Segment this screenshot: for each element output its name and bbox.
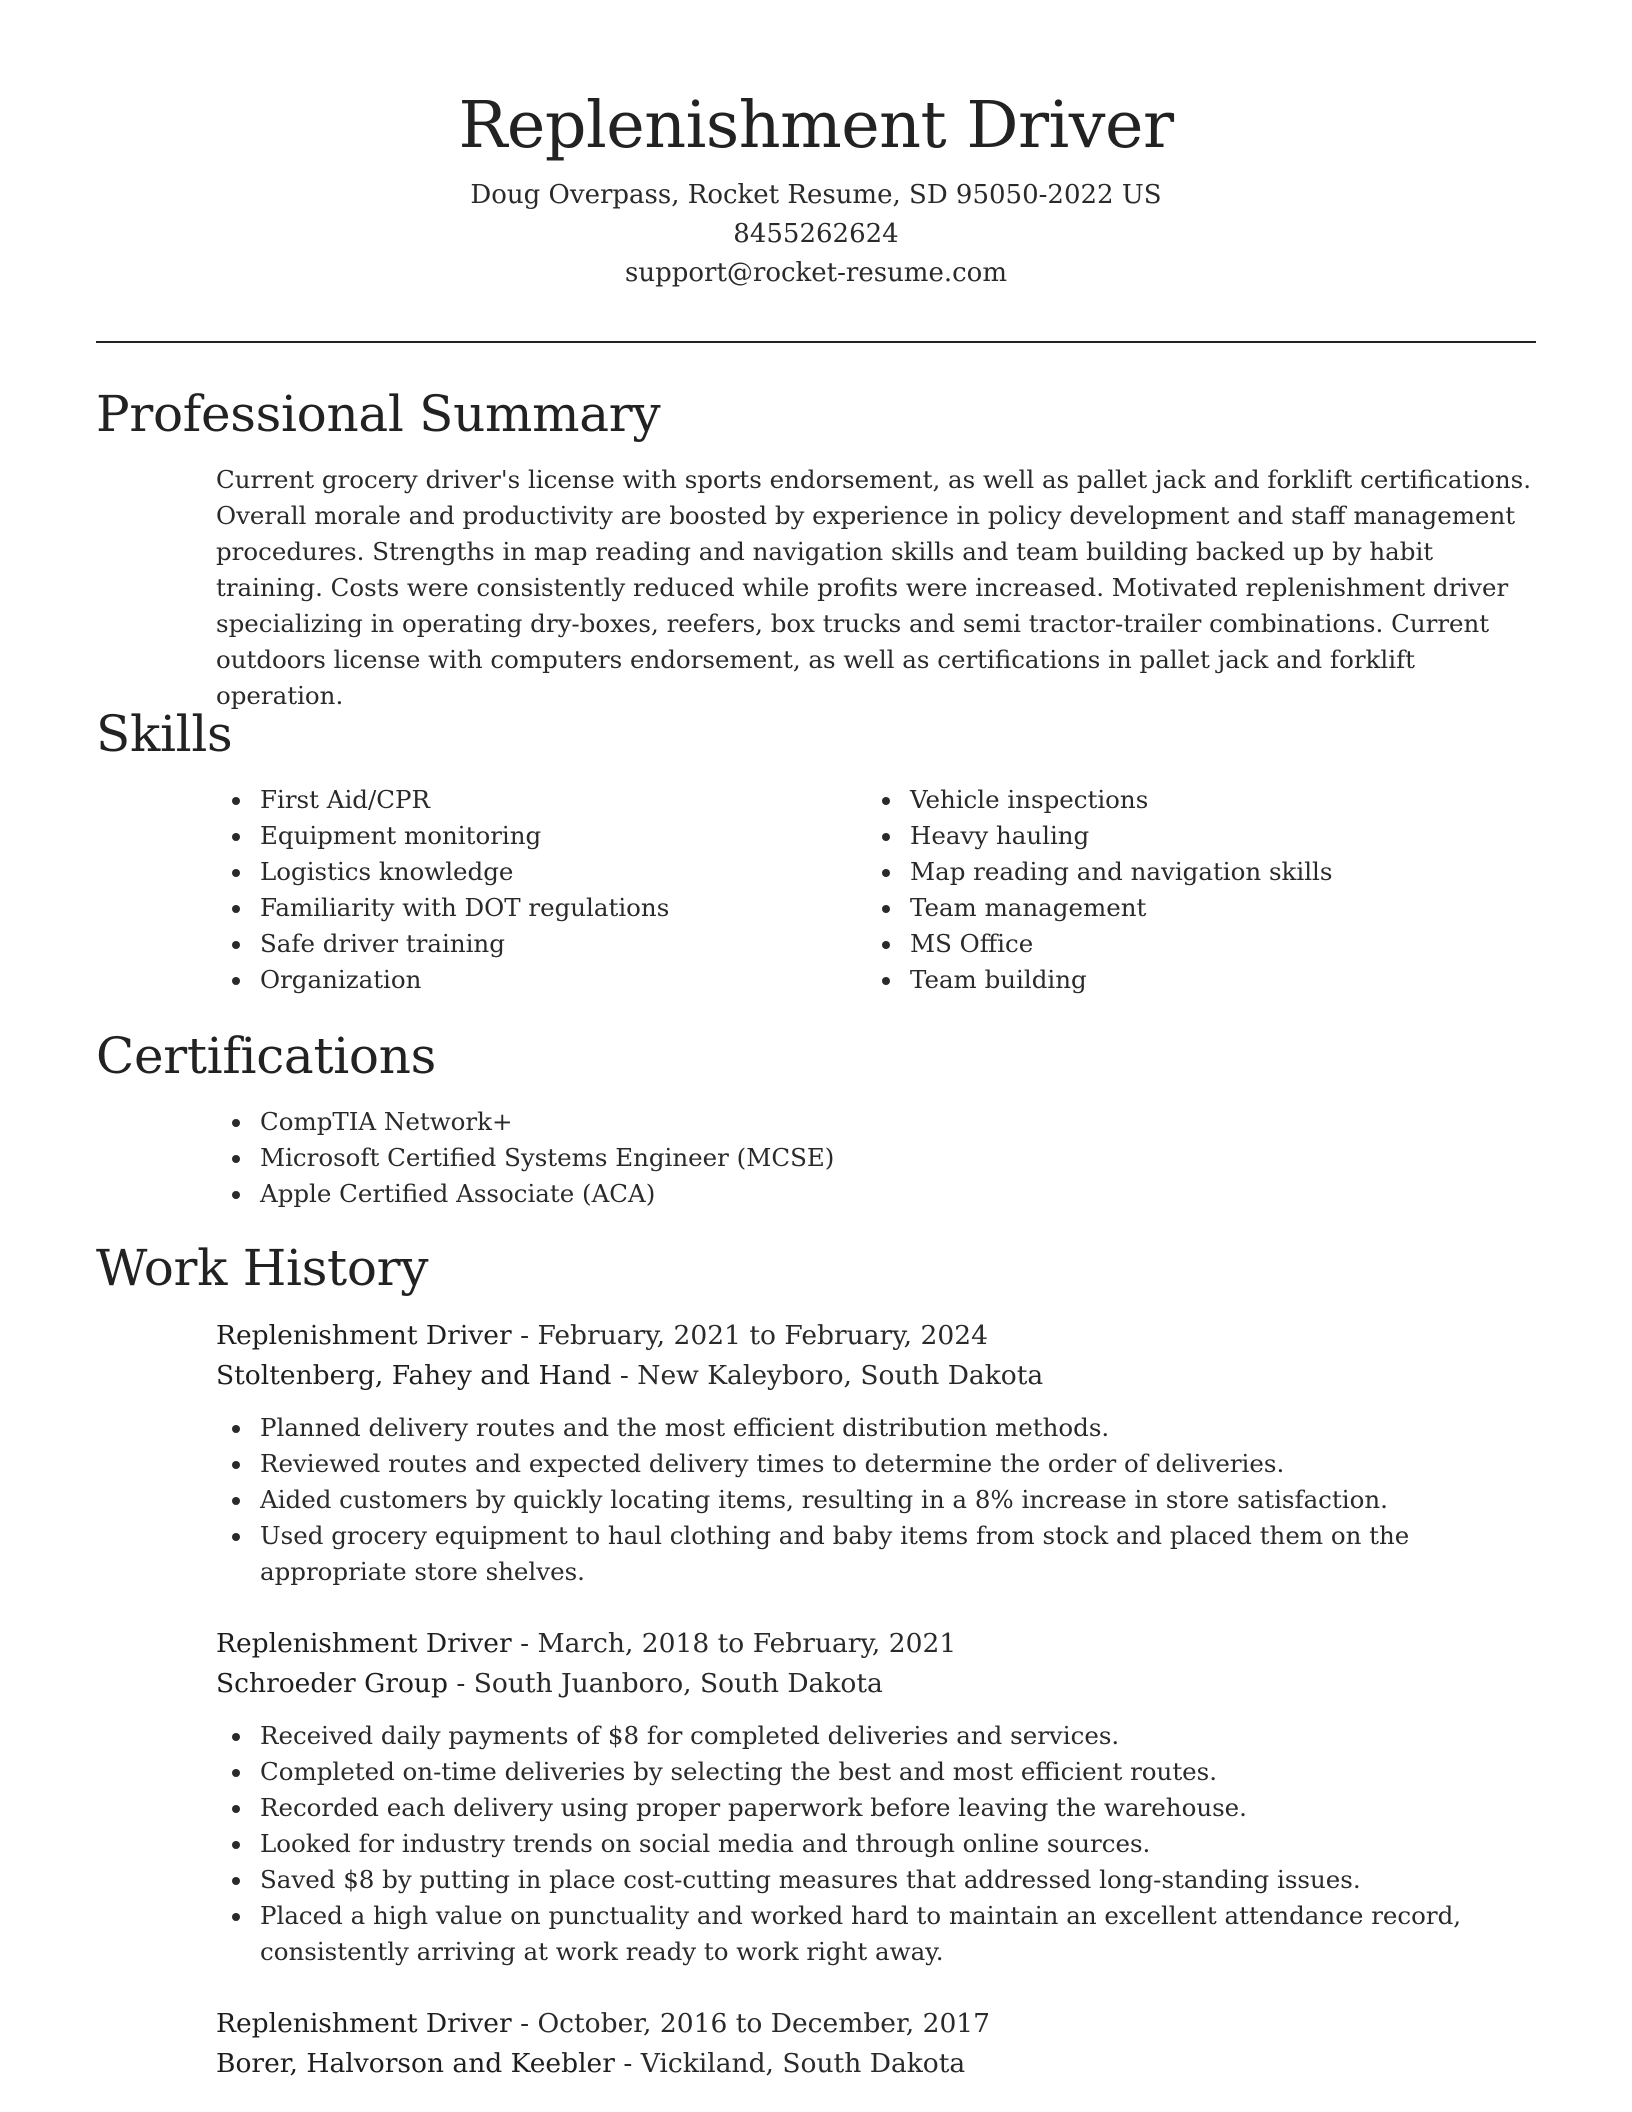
job-company: Schroeder Group [216, 1668, 448, 1699]
job-title-line [216, 1316, 1536, 1356]
job-duties-list [216, 1718, 1516, 1970]
job-company-line [216, 1664, 1536, 1704]
list-item: Reviewed routes and expected delivery times to determine the order of deliveries. [216, 1446, 1516, 1482]
list-item: Heavy hauling [866, 818, 1516, 854]
list-item: Recorded each delivery using proper paperwork before leaving the warehouse. [216, 1790, 1516, 1826]
job-title-line [216, 2004, 1536, 2044]
list-item: Aided customers by quickly locating items, resulting in a 8% increase in store satisfaction. [216, 1482, 1516, 1518]
list-item: Team building [866, 962, 1516, 998]
contact-phone: 8455262624 [733, 219, 899, 249]
list-item: Organization [216, 962, 866, 998]
contact-address: Doug Overpass, Rocket Resume, SD 95050-2022 US [470, 180, 1162, 210]
job-header [216, 2004, 1536, 2084]
section-title-work-history: Work History [96, 1239, 429, 1297]
certifications-list [216, 1104, 1516, 1212]
list-item: Vehicle inspections [866, 782, 1516, 818]
job-dates: - February, 2021 to February, 2024 [511, 1320, 988, 1351]
contact-block [96, 176, 1536, 293]
job-company-line [216, 2044, 1536, 2084]
list-item: MS Office [866, 926, 1516, 962]
section-title-certifications: Certifications [96, 1027, 436, 1085]
job-role: Replenishment Driver [216, 1320, 512, 1351]
list-item: Received daily payments of $8 for completed deliveries and services. [216, 1718, 1516, 1754]
list-item: Microsoft Certified Systems Engineer (MCSE) [216, 1140, 1516, 1176]
job-location: - South Juanboro, South Dakota [447, 1668, 883, 1699]
job-dates: - March, 2018 to February, 2021 [511, 1628, 957, 1659]
list-item: Apple Certified Associate (ACA) [216, 1176, 1516, 1212]
section-title-skills: Skills [96, 705, 233, 763]
header-divider [96, 341, 1536, 343]
job-duties-list [216, 1410, 1516, 1590]
job-role: Replenishment Driver [216, 2008, 512, 2039]
job-role: Replenishment Driver [216, 1628, 512, 1659]
list-item: CompTIA Network+ [216, 1104, 1516, 1140]
list-item: Completed on-time deliveries by selecting the best and most efficient routes. [216, 1754, 1516, 1790]
job-location: - New Kaleyboro, South Dakota [611, 1360, 1044, 1391]
list-item: Looked for industry trends on social media and through online sources. [216, 1826, 1516, 1862]
job-location: - Vickiland, South Dakota [614, 2048, 966, 2079]
resume-page [96, 0, 1536, 2079]
list-item: Familiarity with DOT regulations [216, 890, 866, 926]
list-item: Equipment monitoring [216, 818, 866, 854]
job-header [216, 1316, 1536, 1396]
skills-column-right [866, 782, 1516, 998]
list-item: Map reading and navigation skills [866, 854, 1516, 890]
job-dates: - October, 2016 to December, 2017 [511, 2008, 991, 2039]
list-item: First Aid/CPR [216, 782, 866, 818]
resume-name: Replenishment Driver [458, 88, 1174, 163]
job-company-line [216, 1356, 1536, 1396]
skills-column-left [216, 782, 866, 998]
summary-text: Current grocery driver's license with sports endorsement, as well as pallet jack and forklift certifications. Overall morale and productivity are boosted by experience in policy development and staff management procedures. Strengths in map reading and navigation skills and team building backed up by habit training. Costs were consistently reduced while profits were increased. Motivated replenishment driver specializing in operating dry-boxes, reefers, box trucks and semi tractor-trailer combinations. Current outdoors license with computers endorsement, as well as certifications in pallet jack and forklift operation. [216, 465, 1532, 710]
job-title-line [216, 1624, 1536, 1664]
list-item: Placed a high value on punctuality and worked hard to maintain an excellent attendance record, consistently arriving at work ready to work right away. [216, 1898, 1516, 1970]
list-item: Planned delivery routes and the most efficient distribution methods. [216, 1410, 1516, 1446]
contact-email: support@rocket-resume.com [624, 258, 1007, 288]
list-item: Saved $8 by putting in place cost-cutting measures that addressed long-standing issues. [216, 1862, 1516, 1898]
job-company: Borer, Halvorson and Keebler [216, 2048, 615, 2079]
skills-list [216, 782, 1536, 998]
list-item: Safe driver training [216, 926, 866, 962]
resume-header [96, 0, 1536, 293]
list-item: Logistics knowledge [216, 854, 866, 890]
job-header [216, 1624, 1536, 1704]
job-company: Stoltenberg, Fahey and Hand [216, 1360, 612, 1391]
list-item: Used grocery equipment to haul clothing and baby items from stock and placed them on the appropriate store shelves. [216, 1518, 1516, 1590]
section-title-summary: Professional Summary [96, 385, 661, 443]
list-item: Team management [866, 890, 1516, 926]
